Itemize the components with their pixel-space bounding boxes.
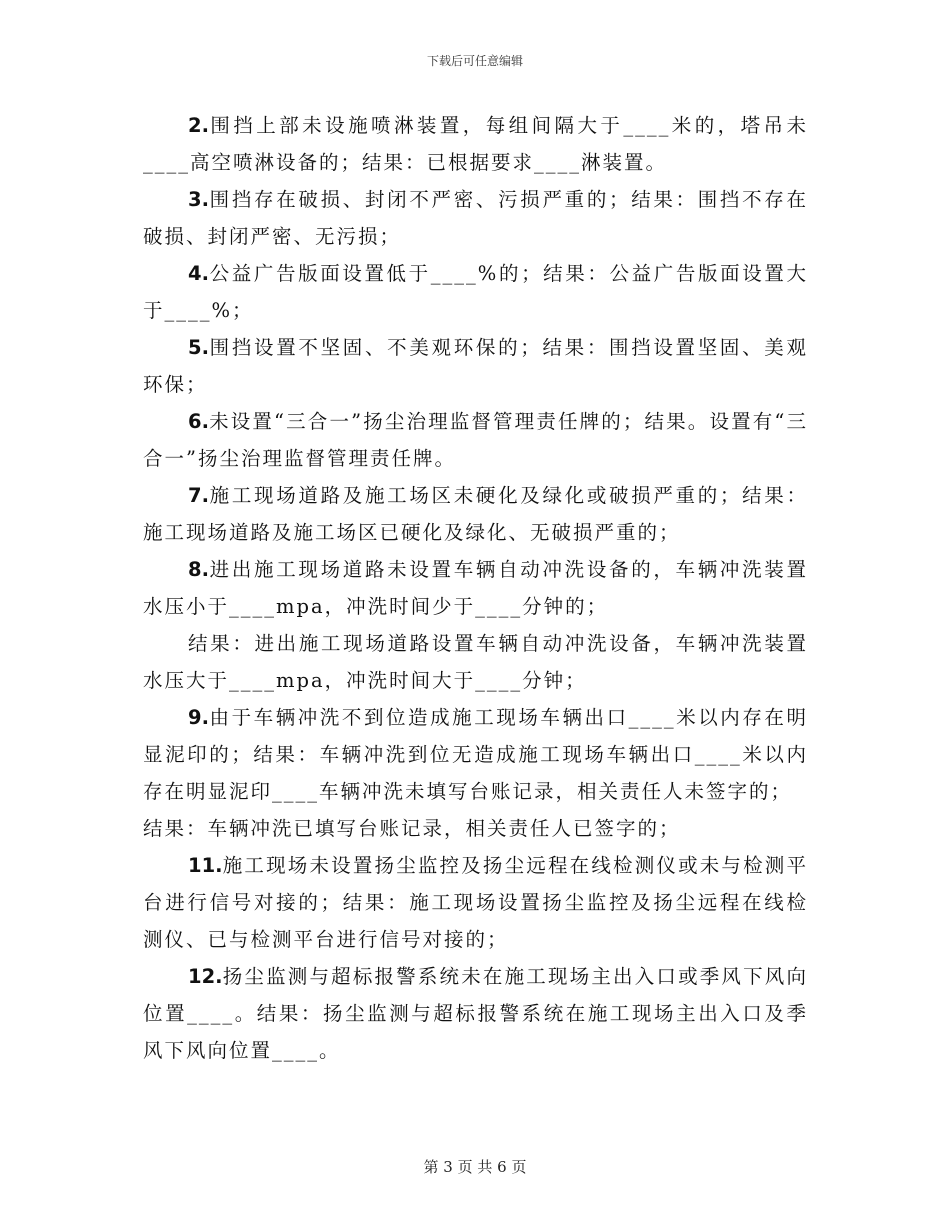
paragraph-text: 进出施工现场道路未设置车辆自动冲洗设备的，车辆冲洗装置水压小于____mpa，冲洗时间少于____分钟的； bbox=[143, 558, 808, 618]
paragraph-item-9-result bbox=[143, 810, 808, 847]
paragraph-item-7 bbox=[143, 477, 808, 551]
paragraph-text: 围挡设置不坚固、不美观环保的；结果：围挡设置坚固、美观环保； bbox=[143, 336, 808, 396]
paragraph-text: 围挡上部未设施喷淋装置，每组间隔大于____米的，塔吊未____高空喷淋设备的；结果：已根据要求____淋装置。 bbox=[143, 114, 808, 174]
item-number: 4. bbox=[188, 262, 209, 285]
item-number: 6. bbox=[188, 410, 209, 433]
paragraph-item-4 bbox=[143, 255, 808, 329]
paragraph-text: 未设置“三合一”扬尘治理监督管理责任牌的；结果。设置有“三合一”扬尘治理监督管理责任牌。 bbox=[143, 410, 808, 470]
paragraph-item-3 bbox=[143, 181, 808, 255]
paragraph-text: 结果：车辆冲洗已填写台账记录，相关责任人已签字的； bbox=[143, 817, 681, 840]
paragraph-item-12 bbox=[143, 958, 808, 1069]
document-body bbox=[143, 107, 808, 1069]
paragraph-item-6 bbox=[143, 403, 808, 477]
paragraph-item-9 bbox=[143, 699, 808, 810]
item-number: 8. bbox=[188, 558, 209, 581]
item-number: 3. bbox=[188, 188, 209, 211]
paragraph-item-11 bbox=[143, 847, 808, 958]
paragraph-item-8 bbox=[143, 551, 808, 625]
item-number: 2. bbox=[188, 114, 209, 137]
page-footer: 第 3 页 共 6 页 bbox=[423, 1158, 527, 1176]
paragraph-text: 扬尘监测与超标报警系统未在施工现场主出入口或季风下风向位置____。结果：扬尘监测与超标报警系统在施工现场主出入口及季风下风向位置____。 bbox=[143, 965, 808, 1062]
item-number: 5. bbox=[188, 336, 209, 359]
paragraph-text: 施工现场未设置扬尘监控及扬尘远程在线检测仪或未与检测平台进行信号对接的；结果：施工现场设置扬尘监控及扬尘远程在线检测仪、已与检测平台进行信号对接的； bbox=[143, 854, 808, 951]
item-number: 11. bbox=[188, 854, 223, 877]
paragraph-item-2 bbox=[143, 107, 808, 181]
paragraph-text: 围挡存在破损、封闭不严密、污损严重的；结果：围挡不存在破损、封闭严密、无污损； bbox=[143, 188, 808, 248]
paragraph-item-5 bbox=[143, 329, 808, 403]
item-number: 7. bbox=[188, 484, 209, 507]
paragraph-item-8-result bbox=[143, 625, 808, 699]
paragraph-text: 结果：进出施工现场道路设置车辆自动冲洗设备，车辆冲洗装置水压大于____mpa，冲洗时间大于____分钟； bbox=[143, 632, 808, 692]
paragraph-text: 公益广告版面设置低于____%的；结果：公益广告版面设置大于____%； bbox=[143, 262, 808, 322]
paragraph-text: 施工现场道路及施工场区未硬化及绿化或破损严重的；结果：施工现场道路及施工场区已硬化及绿化、无破损严重的； bbox=[143, 484, 808, 544]
page-header: 下载后可任意编辑 bbox=[426, 54, 523, 68]
item-number: 9. bbox=[188, 706, 209, 729]
paragraph-text: 由于车辆冲洗不到位造成施工现场车辆出口____米以内存在明显泥印的；结果：车辆冲洗到位无造成施工现场车辆出口____米以内存在明显泥印____车辆冲洗未填写台账记录，相关责任人未签字的； bbox=[143, 706, 808, 803]
item-number: 12. bbox=[188, 965, 223, 988]
